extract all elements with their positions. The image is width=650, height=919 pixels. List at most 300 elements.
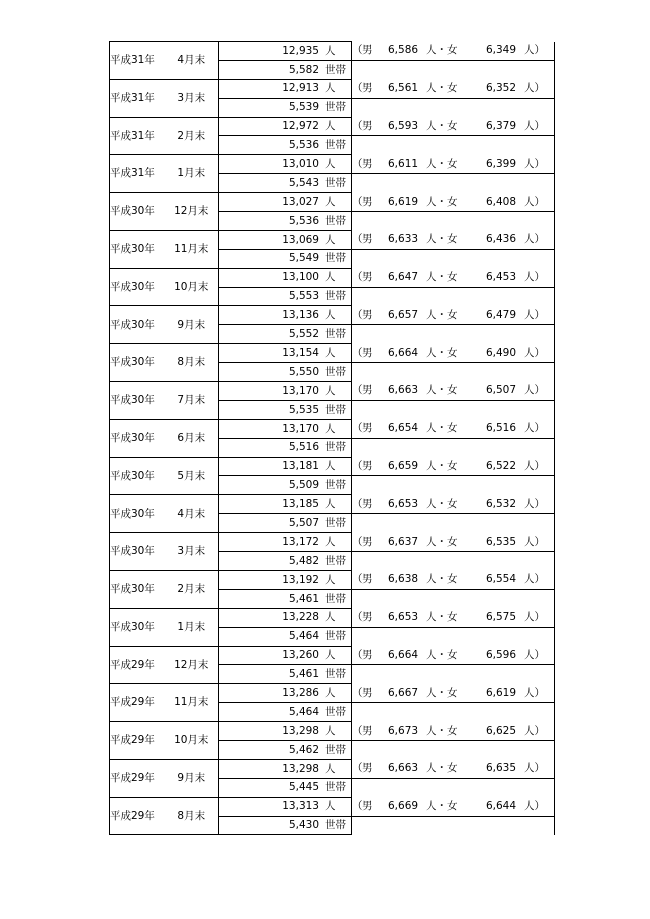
households-cell (219, 212, 352, 231)
households-value: 5,536 (288, 139, 319, 152)
female-label: 女 (447, 497, 458, 510)
close-paren: ） (534, 460, 545, 473)
female-unit (516, 537, 554, 548)
sex-breakdown-cell (352, 759, 555, 778)
close-paren: ） (534, 422, 545, 435)
female-value: 6,352 (485, 82, 516, 95)
table-row (110, 79, 555, 98)
empty-cell (352, 136, 555, 155)
female-people-unit: 人 (524, 44, 535, 57)
female-label: 女 (447, 120, 458, 132)
population-cell (219, 457, 352, 476)
month-cell: 3月末 (165, 79, 219, 117)
month-cell: 10月末 (165, 722, 219, 760)
table-row (110, 155, 555, 174)
female-value: 6,408 (485, 195, 516, 208)
male-unit (418, 763, 476, 774)
male-label: 男 (362, 497, 373, 510)
population-value: 13,260 (282, 649, 319, 662)
male-value: 6,669 (388, 800, 419, 813)
era-cell: 平成31年 (110, 79, 165, 117)
era-cell: 平成30年 (110, 193, 165, 231)
female-value: 6,349 (485, 44, 516, 57)
month-cell: 12月末 (165, 193, 219, 231)
table-row (110, 306, 555, 325)
people-unit: 人 (325, 271, 336, 284)
female-people-unit: 人 (524, 648, 535, 661)
population-value: 13,313 (282, 800, 319, 813)
table-row (110, 608, 555, 627)
separator: ・ (436, 271, 447, 284)
open-paren: （ (352, 497, 363, 510)
male-people-unit: 人 (426, 611, 437, 624)
close-paren: ） (534, 648, 545, 661)
population-value: 13,170 (282, 384, 319, 397)
male-label: 男 (362, 384, 373, 397)
female-unit (516, 801, 554, 812)
male-unit (418, 612, 476, 623)
era-cell: 平成31年 (110, 155, 165, 193)
people-unit: 人 (325, 535, 336, 548)
male-people-unit: 人 (426, 384, 437, 397)
people-unit: 人 (325, 120, 336, 133)
female-unit (516, 612, 554, 623)
households-value: 5,462 (288, 743, 319, 756)
open-paren: （ (352, 233, 363, 246)
table-row (110, 759, 555, 778)
empty-cell (352, 438, 555, 457)
era-cell: 平成30年 (110, 419, 165, 457)
male-label: 男 (362, 271, 373, 284)
households-cell (219, 665, 352, 684)
male-value: 6,673 (388, 724, 419, 737)
households-value: 5,464 (288, 705, 319, 718)
male-people-unit: 人 (426, 460, 437, 473)
empty-cell (352, 476, 555, 495)
male-label: 男 (362, 120, 373, 132)
month-cell: 3月末 (165, 533, 219, 571)
open-paren: （ (352, 762, 363, 775)
population-cell (219, 117, 352, 136)
close-paren: ） (534, 82, 545, 95)
female-unit (516, 348, 554, 359)
female-value: 6,644 (485, 800, 516, 813)
households-unit: 世帯 (325, 441, 346, 454)
households-cell (219, 249, 352, 268)
empty-cell (352, 552, 555, 571)
female-value: 6,635 (485, 762, 516, 775)
male-value: 6,663 (388, 384, 419, 397)
female-people-unit: 人 (524, 195, 535, 208)
sex-breakdown-cell (352, 155, 555, 174)
male-value: 6,654 (388, 422, 419, 435)
population-cell (219, 268, 352, 287)
male-label: 男 (362, 648, 373, 661)
male-value: 6,653 (388, 497, 419, 510)
female-label: 女 (447, 233, 458, 246)
households-cell (219, 703, 352, 722)
empty-cell (352, 249, 555, 268)
female-unit (516, 159, 554, 170)
female-unit (516, 763, 554, 774)
empty-cell (352, 212, 555, 231)
female-unit (516, 272, 554, 283)
close-paren: ） (534, 233, 545, 246)
households-value: 5,539 (288, 101, 319, 114)
households-unit: 世帯 (325, 252, 346, 265)
male-label: 男 (362, 82, 373, 95)
female-people-unit: 人 (524, 535, 535, 548)
separator: ・ (436, 44, 447, 57)
people-unit: 人 (325, 800, 336, 813)
population-value: 13,027 (282, 195, 319, 208)
table-row (110, 797, 555, 816)
male-value: 6,664 (388, 648, 419, 661)
female-label: 女 (447, 308, 458, 321)
empty-cell (352, 325, 555, 344)
population-value: 13,185 (282, 498, 319, 511)
female-people-unit: 人 (524, 157, 535, 170)
population-cell (219, 230, 352, 249)
male-label: 男 (362, 611, 373, 624)
population-cell (219, 155, 352, 174)
female-label: 女 (447, 195, 458, 208)
households-unit: 世帯 (325, 214, 346, 227)
male-unit (418, 423, 476, 434)
open-paren: （ (352, 724, 363, 737)
female-label: 女 (447, 44, 458, 57)
male-people-unit: 人 (426, 497, 437, 510)
empty-cell (352, 98, 555, 117)
empty-cell (352, 627, 555, 646)
sex-breakdown-cell (352, 495, 555, 514)
people-unit: 人 (325, 158, 336, 171)
month-cell: 1月末 (165, 155, 219, 193)
households-unit: 世帯 (325, 554, 346, 567)
households-value: 5,536 (288, 214, 319, 227)
male-label: 男 (362, 346, 373, 359)
female-value: 6,453 (485, 271, 516, 284)
open-paren: （ (352, 686, 363, 699)
female-label: 女 (447, 535, 458, 548)
open-paren: （ (352, 422, 363, 435)
households-value: 5,582 (288, 63, 319, 76)
male-value: 6,657 (388, 308, 419, 321)
female-label: 女 (447, 384, 458, 397)
households-unit: 世帯 (325, 139, 346, 152)
households-cell (219, 60, 352, 79)
female-people-unit: 人 (524, 686, 535, 699)
households-cell (219, 778, 352, 797)
female-people-unit: 人 (524, 460, 535, 473)
households-unit: 世帯 (325, 403, 346, 416)
era-cell: 平成30年 (110, 570, 165, 608)
separator: ・ (436, 157, 447, 170)
population-cell (219, 722, 352, 741)
era-cell: 平成29年 (110, 646, 165, 684)
male-value: 6,586 (388, 44, 419, 57)
close-paren: ） (534, 346, 545, 359)
people-unit: 人 (325, 346, 336, 359)
households-unit: 世帯 (325, 63, 346, 76)
close-paren: ） (534, 535, 545, 548)
sex-breakdown-cell (352, 42, 555, 61)
male-unit (418, 650, 476, 661)
separator: ・ (436, 762, 447, 775)
era-cell: 平成29年 (110, 684, 165, 722)
table-row (110, 193, 555, 212)
empty-cell (352, 816, 555, 835)
male-unit (418, 574, 476, 585)
population-cell (219, 193, 352, 212)
separator: ・ (436, 308, 447, 321)
empty-cell (352, 400, 555, 419)
open-paren: （ (352, 308, 363, 321)
open-paren: （ (352, 195, 363, 208)
close-paren: ） (534, 384, 545, 397)
female-unit (516, 688, 554, 699)
male-unit (418, 272, 476, 283)
month-cell: 11月末 (165, 230, 219, 268)
male-people-unit: 人 (426, 686, 437, 699)
sex-breakdown-cell (352, 684, 555, 703)
male-label: 男 (362, 422, 373, 435)
separator: ・ (436, 460, 447, 473)
month-cell: 2月末 (165, 117, 219, 155)
table-row (110, 495, 555, 514)
female-unit (516, 461, 554, 472)
female-people-unit: 人 (524, 233, 535, 246)
population-value: 13,170 (282, 422, 319, 435)
female-value: 6,522 (485, 460, 516, 473)
female-value: 6,596 (485, 648, 516, 661)
people-unit: 人 (325, 460, 336, 473)
female-unit (516, 574, 554, 585)
households-cell (219, 589, 352, 608)
households-value: 5,461 (288, 668, 319, 681)
era-cell: 平成29年 (110, 722, 165, 760)
empty-cell (352, 778, 555, 797)
era-cell: 平成29年 (110, 759, 165, 797)
male-value: 6,663 (388, 762, 419, 775)
households-value: 5,543 (288, 176, 319, 189)
female-unit (516, 234, 554, 245)
population-value: 13,010 (282, 158, 319, 171)
population-value: 12,935 (282, 44, 319, 57)
male-people-unit: 人 (426, 346, 437, 359)
households-cell (219, 627, 352, 646)
households-cell (219, 514, 352, 533)
empty-cell (352, 174, 555, 193)
month-cell: 10月末 (165, 268, 219, 306)
people-unit: 人 (325, 498, 336, 511)
sex-breakdown-cell (352, 79, 555, 98)
households-value: 5,464 (288, 630, 319, 643)
era-cell: 平成30年 (110, 268, 165, 306)
households-value: 5,553 (288, 290, 319, 303)
households-value: 5,549 (288, 252, 319, 265)
female-label: 女 (447, 346, 458, 359)
male-value: 6,633 (388, 233, 419, 246)
separator: ・ (436, 422, 447, 435)
male-people-unit: 人 (426, 422, 437, 435)
male-unit (418, 688, 476, 699)
table-row (110, 42, 555, 61)
close-paren: ） (534, 195, 545, 208)
month-cell: 5月末 (165, 457, 219, 495)
female-people-unit: 人 (524, 82, 535, 95)
female-value: 6,490 (485, 346, 516, 359)
people-unit: 人 (325, 44, 336, 57)
male-label: 男 (362, 762, 373, 775)
households-unit: 世帯 (325, 516, 346, 529)
open-paren: （ (352, 800, 363, 813)
sex-breakdown-cell (352, 344, 555, 363)
male-unit (418, 537, 476, 548)
population-value: 13,181 (282, 460, 319, 473)
male-people-unit: 人 (426, 724, 437, 737)
male-unit (418, 159, 476, 170)
households-value: 5,507 (288, 516, 319, 529)
close-paren: ） (534, 800, 545, 813)
female-label: 女 (447, 157, 458, 170)
table-row (110, 382, 555, 401)
population-cell (219, 570, 352, 589)
sex-breakdown-cell (352, 797, 555, 816)
people-unit: 人 (325, 649, 336, 662)
month-cell: 2月末 (165, 570, 219, 608)
era-cell: 平成29年 (110, 797, 165, 835)
male-value: 6,664 (388, 346, 419, 359)
people-unit: 人 (325, 686, 336, 699)
sex-breakdown-cell (352, 306, 555, 325)
month-cell: 4月末 (165, 42, 219, 80)
era-cell: 平成30年 (110, 344, 165, 382)
households-cell (219, 363, 352, 382)
close-paren: ） (534, 271, 545, 284)
female-unit (516, 197, 554, 208)
separator: ・ (436, 346, 447, 359)
male-people-unit: 人 (426, 44, 437, 57)
households-unit: 世帯 (325, 479, 346, 492)
male-people-unit: 人 (426, 195, 437, 208)
table-row (110, 570, 555, 589)
separator: ・ (436, 384, 447, 397)
population-cell (219, 306, 352, 325)
households-unit: 世帯 (325, 328, 346, 341)
female-value: 6,507 (485, 384, 516, 397)
male-label: 男 (362, 724, 373, 737)
households-cell (219, 740, 352, 759)
male-label: 男 (362, 233, 373, 246)
female-people-unit: 人 (524, 384, 535, 397)
sex-breakdown-cell (352, 419, 555, 438)
era-cell: 平成31年 (110, 42, 165, 80)
female-people-unit: 人 (524, 308, 535, 321)
male-people-unit: 人 (426, 233, 437, 246)
separator: ・ (436, 648, 447, 661)
empty-cell (352, 287, 555, 306)
households-cell (219, 136, 352, 155)
households-cell (219, 400, 352, 419)
table-row (110, 457, 555, 476)
table-row (110, 268, 555, 287)
male-label: 男 (362, 44, 373, 57)
open-paren: （ (352, 346, 363, 359)
open-paren: （ (352, 535, 363, 548)
open-paren: （ (352, 611, 363, 624)
table-row (110, 646, 555, 665)
male-label: 男 (362, 157, 373, 170)
male-people-unit: 人 (426, 120, 437, 132)
female-value: 6,575 (485, 611, 516, 624)
households-cell (219, 325, 352, 344)
female-label: 女 (447, 573, 458, 586)
people-unit: 人 (325, 233, 336, 246)
month-cell: 6月末 (165, 419, 219, 457)
population-cell (219, 382, 352, 401)
households-unit: 世帯 (325, 365, 346, 378)
female-unit (516, 83, 554, 94)
female-label: 女 (447, 724, 458, 737)
female-unit (516, 385, 554, 396)
female-unit (516, 45, 554, 56)
male-value: 6,667 (388, 686, 419, 699)
population-value: 13,100 (282, 271, 319, 284)
open-paren: （ (352, 648, 363, 661)
male-label: 男 (362, 195, 373, 208)
people-unit: 人 (325, 195, 336, 208)
households-value: 5,461 (288, 592, 319, 605)
female-label: 女 (447, 271, 458, 284)
female-value: 6,625 (485, 724, 516, 737)
empty-cell (352, 363, 555, 382)
empty-cell (352, 589, 555, 608)
table-row (110, 344, 555, 363)
female-label: 女 (447, 800, 458, 813)
households-value: 5,482 (288, 554, 319, 567)
population-cell (219, 684, 352, 703)
population-value: 13,154 (282, 346, 319, 359)
sex-breakdown-cell (352, 382, 555, 401)
people-unit: 人 (325, 309, 336, 322)
close-paren: ） (534, 120, 545, 132)
households-value: 5,550 (288, 365, 319, 378)
month-cell: 9月末 (165, 306, 219, 344)
sex-breakdown-cell (352, 722, 555, 741)
sex-breakdown-cell (352, 533, 555, 552)
male-value: 6,638 (388, 573, 419, 586)
separator: ・ (436, 611, 447, 624)
sex-breakdown-cell (352, 646, 555, 665)
female-value: 6,436 (485, 233, 516, 246)
table-row (110, 419, 555, 438)
open-paren: （ (352, 460, 363, 473)
close-paren: ） (534, 44, 545, 57)
population-cell (219, 646, 352, 665)
population-table-body (110, 42, 555, 835)
separator: ・ (436, 724, 447, 737)
households-cell (219, 438, 352, 457)
people-unit: 人 (325, 422, 336, 435)
population-cell (219, 42, 352, 61)
male-people-unit: 人 (426, 82, 437, 95)
table-row (110, 684, 555, 703)
population-value: 13,298 (282, 724, 319, 737)
table-row (110, 533, 555, 552)
female-label: 女 (447, 611, 458, 624)
households-cell (219, 552, 352, 571)
